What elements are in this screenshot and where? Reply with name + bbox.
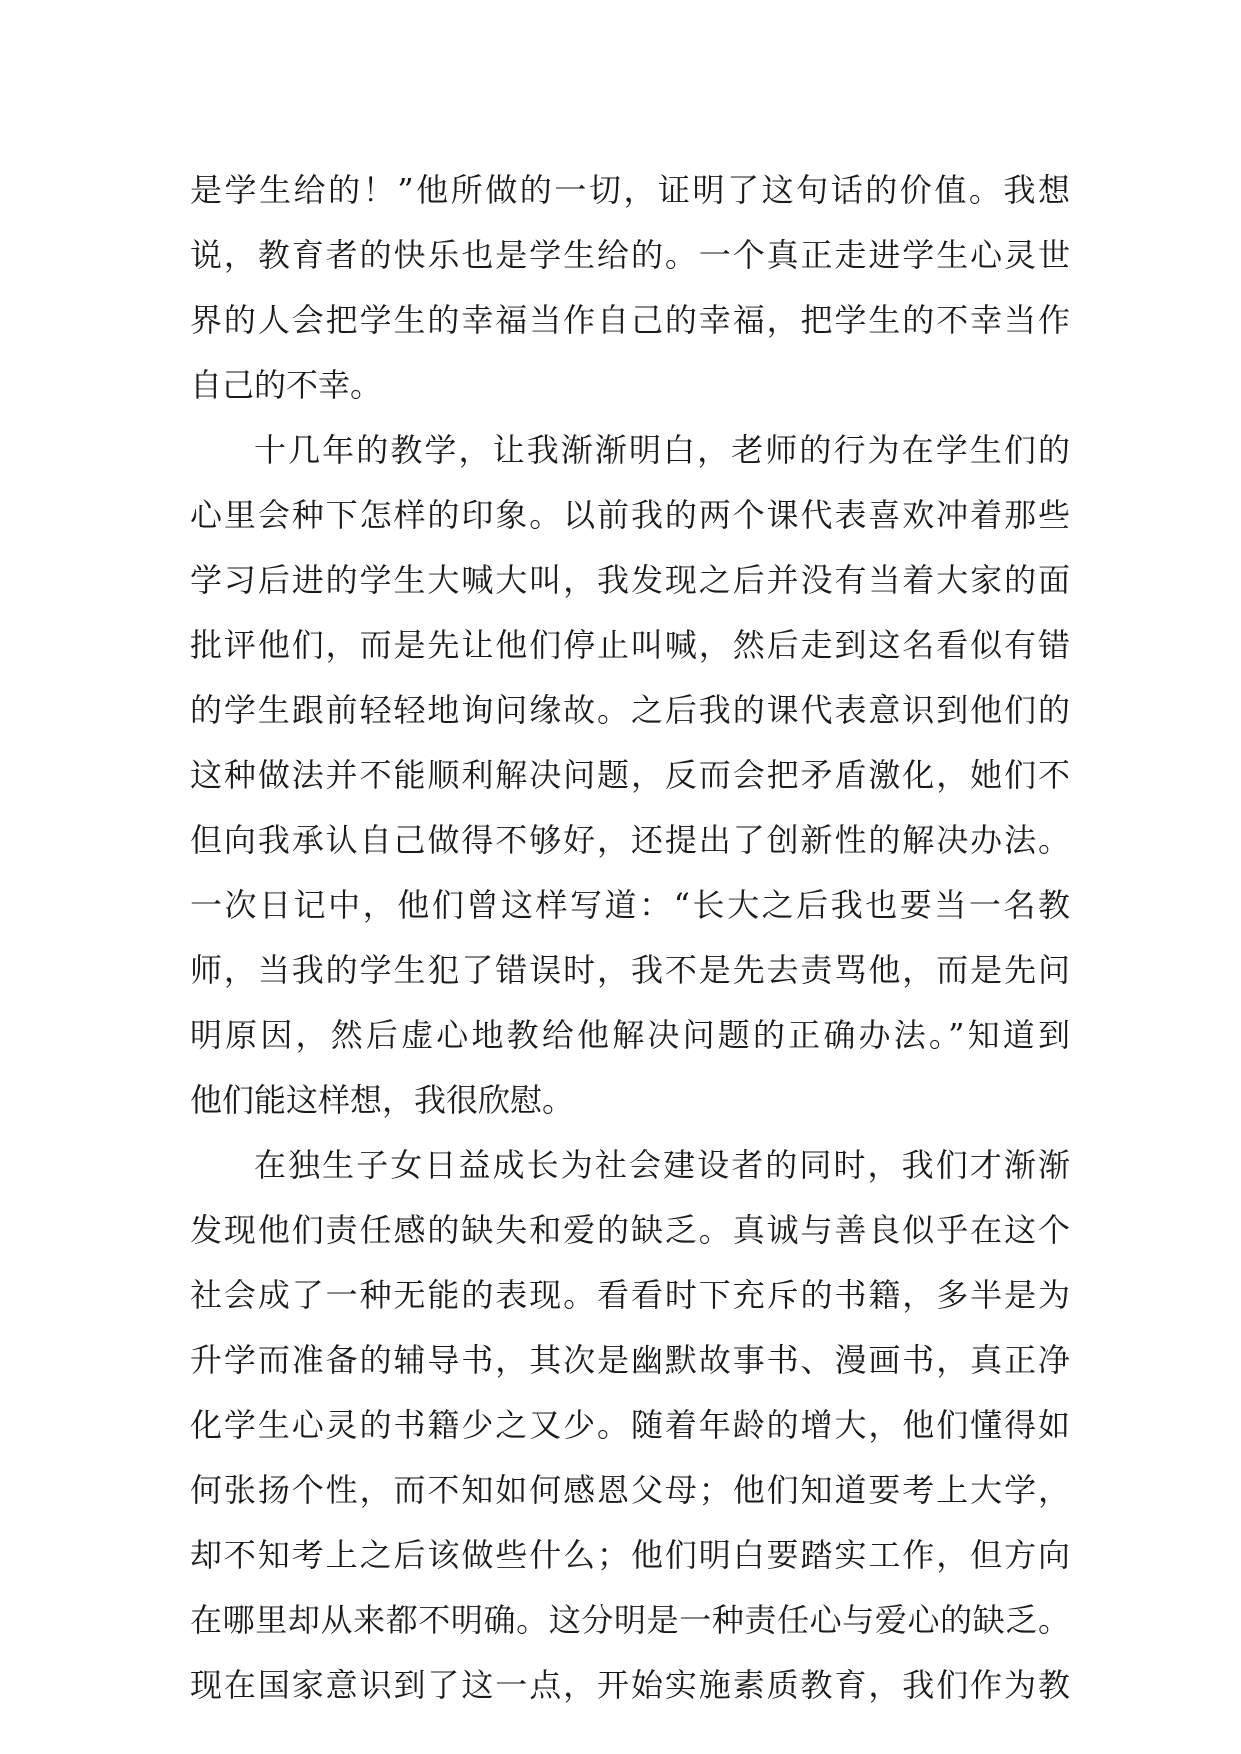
paragraph-3-line-3: 社会成了一种无能的表现。看看时下充斥的书籍，多半是为 [190,1276,1070,1314]
paragraph-2-line-3: 学习后进的学生大喊大叫，我发现之后并没有当着大家的面 [190,561,1070,599]
paragraph-2-line-6: 这种做法并不能顺利解决问题，反而会把矛盾激化，她们不 [190,756,1070,794]
paragraph-2-line-9: 师，当我的学生犯了错误时，我不是先去责骂他，而是先问 [190,951,1070,989]
paragraph-3-line-8: 在哪里却从来都不明确。这分明是一种责任心与爱心的缺乏。 [190,1601,1070,1639]
paragraph-2-line-8: 一次日记中，他们曾这样写道：“长大之后我也要当一名教 [190,886,1070,924]
paragraph-2-line-11: 他们能这样想，我很欣慰。 [190,1081,575,1119]
paragraph-1-line-3: 界的人会把学生的幸福当作自己的幸福，把学生的不幸当作 [190,301,1070,339]
paragraph-2-line-2: 心里会种下怎样的印象。以前我的两个课代表喜欢冲着那些 [190,496,1070,534]
paragraph-3-line-6: 何张扬个性，而不知如何感恩父母；他们知道要考上大学， [190,1471,1070,1509]
paragraph-3-line-4: 升学而准备的辅导书，其次是幽默故事书、漫画书，真正净 [190,1341,1070,1379]
paragraph-1-line-4: 自己的不幸。 [190,366,383,404]
paragraph-3-line-5: 化学生心灵的书籍少之又少。随着年龄的增大，他们懂得如 [190,1406,1070,1444]
paragraph-2-line-4: 批评他们，而是先让他们停止叫喊，然后走到这名看似有错 [190,626,1070,664]
document-body [190,158,1070,1718]
paragraph-3-line-7: 却不知考上之后该做些什么；他们明白要踏实工作，但方向 [190,1536,1070,1574]
paragraph-3-line-2: 发现他们责任感的缺失和爱的缺乏。真诚与善良似乎在这个 [190,1211,1070,1249]
paragraph-3-line-1: 在独生子女日益成长为社会建设者的同时，我们才渐渐 [254,1146,1070,1184]
paragraph-2-line-5: 的学生跟前轻轻地询问缘故。之后我的课代表意识到他们的 [190,691,1070,729]
paragraph-1-line-2: 说，教育者的快乐也是学生给的。一个真正走进学生心灵世 [190,236,1070,274]
paragraph-2-line-10: 明原因，然后虚心地教给他解决问题的正确办法。”知道到 [190,1016,1070,1054]
paragraph-3-line-9: 现在国家意识到了这一点，开始实施素质教育，我们作为教 [190,1666,1070,1704]
paragraph-2-line-7: 但向我承认自己做得不够好，还提出了创新性的解决办法。 [190,821,1070,859]
paragraph-2-line-1: 十几年的教学，让我渐渐明白，老师的行为在学生们的 [254,431,1070,469]
paragraph-1-line-1: 是学生给的！”他所做的一切，证明了这句话的价值。我想 [190,171,1070,209]
